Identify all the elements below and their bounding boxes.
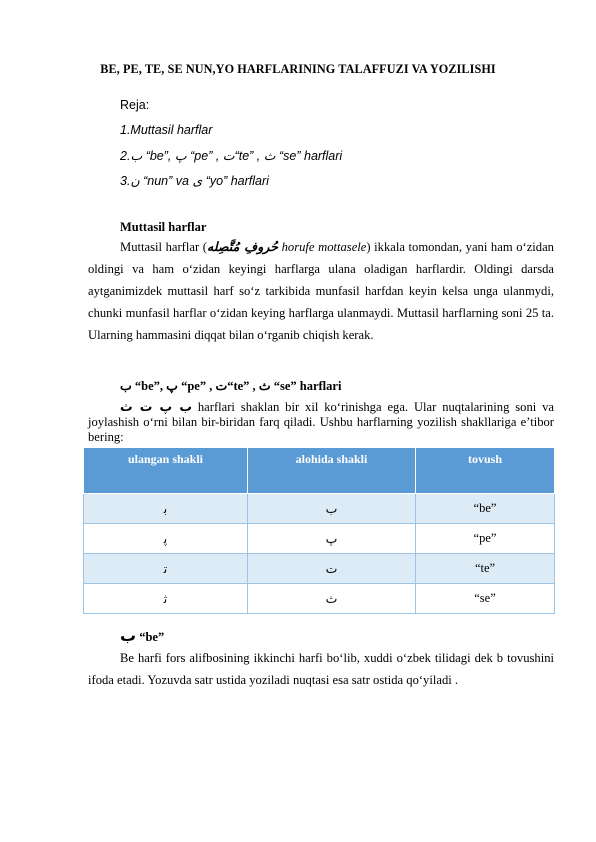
isolated-form: پ	[248, 524, 416, 554]
transliteration: horufe mottasele	[278, 240, 367, 254]
table-row	[84, 494, 555, 524]
plan-item-2: 2.ب “be”, پ “pe” , ت“te” , ث “se” harflari	[120, 149, 343, 163]
table-row	[84, 584, 555, 614]
sound-cell: “te”	[416, 554, 555, 584]
letters-inline: ب پ ت ث	[120, 399, 192, 414]
section-heading-letters	[120, 378, 341, 394]
table-row	[84, 524, 555, 554]
paragraph-lead: Muttasil harflar (	[120, 240, 207, 254]
table-header-row	[84, 448, 555, 494]
letters-paragraph	[88, 399, 554, 445]
document-title: BE, PE, TE, SE NUN,YO HARFLARINING TALAFFUZI VA YOZILISHI	[100, 62, 496, 76]
section-heading-muttasil: Muttasil harflar	[120, 220, 207, 234]
letters-heading-text: ب “be”, پ “pe” , ت“te” , ث “se” harflari	[120, 379, 342, 393]
letters-paragraph-text: harflari shaklan bir xil ko‘rinishga ega. Ular nuqtalarining soni va joylashish o‘rni bilan bir-biridan farq qiladi. Ushbu harflarning yozilish shakllariga e’tibor bering:	[88, 400, 555, 444]
sound-cell: “be”	[416, 494, 555, 524]
section-heading-be	[120, 626, 164, 645]
connected-form: ﺛ	[84, 584, 248, 614]
table-row	[84, 554, 555, 584]
letters-table	[83, 447, 555, 614]
paragraph-rest: ) ikkala tomondan, yani ham o‘zidan oldingi va ham o‘zidan keyingi harflarga ulana oladigan harflardir. Oldingi darsda aytganimizdek muttasil harf so‘z tarkibida munfasil harfdan keyin kelsa unga ulanmydi, chunki munfasil harflar o‘zidan keying harflarga ulanmaydi. Muttasil harflarning soni 25 ta. Ularning hammasini diqqat bilan o‘rganib chiqish kerak.	[88, 240, 554, 342]
isolated-form: ت	[248, 554, 416, 584]
be-letter: ب	[120, 626, 137, 645]
connected-form: ﺑ	[84, 494, 248, 524]
be-paragraph: Be harfi fors alifbosining ikkinchi harfi bo‘lib, xuddi o‘zbek tilidagi dek b tovushini ifoda etadi. Yozuvda satr ustida yoziladi nuqtasi esa satr ostida qo‘yiladi .	[88, 651, 554, 687]
muttasil-paragraph	[88, 236, 554, 346]
isolated-form: ث	[248, 584, 416, 614]
header-sound: tovush	[416, 448, 555, 494]
be-name: “be”	[136, 630, 165, 644]
isolated-form: ب	[248, 494, 416, 524]
sound-cell: “se”	[416, 584, 555, 614]
plan-item-1: 1.Muttasil harflar	[120, 123, 213, 137]
connected-form: ﺗ	[84, 554, 248, 584]
arabic-term: حُروفِ مُتَّصِله	[206, 239, 279, 254]
plan-heading: Reja:	[120, 98, 150, 112]
sound-cell: “pe”	[416, 524, 555, 554]
plan-item-3: 3.ن “nun” va ی “yo” harflari	[120, 174, 269, 188]
header-connected: ulangan shakli	[84, 448, 248, 494]
header-isolated: alohida shakli	[248, 448, 416, 494]
connected-form: ﭘ	[84, 524, 248, 554]
